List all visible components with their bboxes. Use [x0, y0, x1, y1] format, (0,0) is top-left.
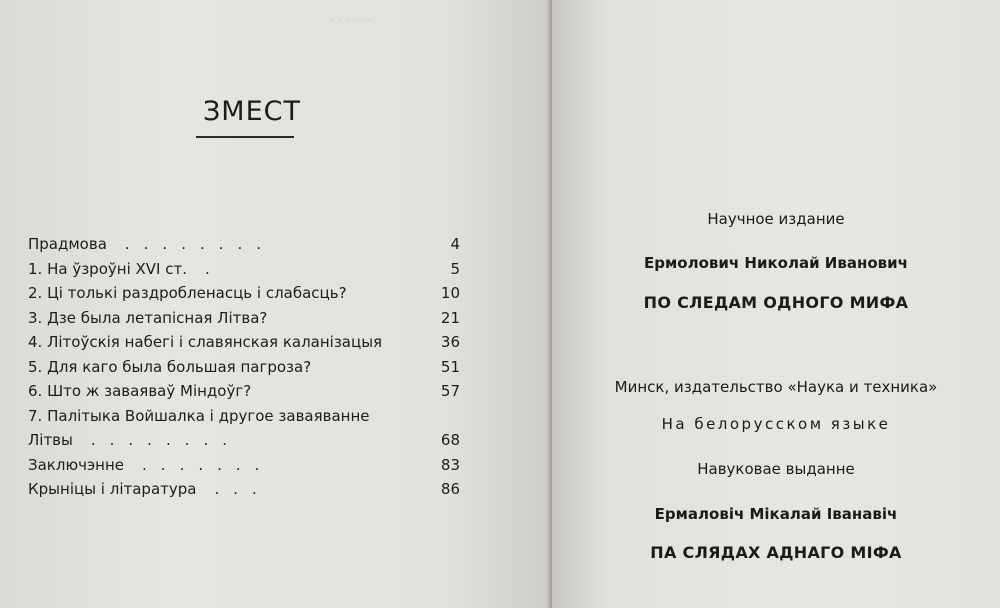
entry-title: Для каго была большая пагроза?: [47, 357, 312, 376]
contents-entry: [28, 232, 460, 257]
entry-number: 4.: [28, 333, 43, 351]
entry-page-number: 51: [440, 357, 460, 376]
ru-edition-note: Научное издание: [707, 210, 845, 228]
entry-title: Дзе была летапісная Літва?: [47, 308, 268, 327]
entry-page-number: 86: [440, 480, 460, 498]
entry-title: Прадмова: [28, 235, 107, 253]
dot-leader: .......: [142, 455, 274, 474]
ru-publisher: Минск, издательство «Наука и техника»: [614, 378, 938, 396]
be-book-title: ПА СЛЯДАХ АДНАГО МІФА: [650, 543, 902, 562]
contents-list: [28, 232, 460, 502]
entry-title: Што ж заваяваў Міндоўг?: [47, 382, 252, 400]
entry-number: 7.: [28, 406, 43, 425]
contents-entry: [28, 281, 460, 306]
contents-heading: ЗМЕСТ: [203, 96, 302, 127]
entry-number: 2.: [28, 284, 43, 302]
contents-entry: [28, 428, 460, 453]
entry-page-number: 21: [440, 308, 460, 327]
entry-title: Палітыка Войшалка і другое заваяванне: [47, 406, 370, 425]
entry-title: Крыніцы і літаратура: [28, 480, 197, 498]
entry-page-number: 5: [450, 259, 460, 278]
entry-title: Заключэнне: [28, 455, 125, 474]
contents-entry: [28, 330, 460, 355]
contents-entry: [28, 355, 460, 380]
entry-title: Ці толькі раздробленасць і слабасць?: [47, 284, 347, 302]
ru-author: Ермолович Николай Иванович: [644, 254, 908, 272]
ru-language-note: На белорусском языке: [661, 415, 891, 433]
bleed-through-text: . . . . . .: [330, 10, 372, 24]
entry-title: Літоўскія набегі і славянская каланізацыя: [47, 333, 383, 351]
ru-book-title: ПО СЛЕДАМ ОДНОГО МИФА: [643, 293, 909, 312]
heading-underline: [196, 136, 294, 138]
entry-number: 5.: [28, 357, 43, 376]
entry-number: 3.: [28, 308, 43, 327]
contents-entry: [28, 477, 460, 502]
dot-leader: ........: [90, 431, 242, 449]
entry-page-number: 68: [440, 431, 460, 449]
dot-leader: .: [205, 259, 224, 278]
entry-number: 1.: [28, 259, 43, 278]
entry-page-number: 57: [440, 382, 460, 400]
contents-entry: [28, 379, 460, 404]
entry-page-number: 36: [440, 333, 460, 351]
dot-leader: ........: [124, 235, 276, 253]
contents-entry: [28, 306, 460, 331]
entry-page-number: 83: [440, 455, 460, 474]
entry-page-number: 4: [450, 235, 460, 253]
imprint-page: [552, 0, 1000, 608]
contents-entry: [28, 453, 460, 478]
contents-entry: [28, 404, 460, 429]
be-author: Ермаловіч Мікалай Іванавіч: [654, 505, 898, 523]
contents-entry: [28, 257, 460, 282]
entry-number: 6.: [28, 382, 43, 400]
entry-title: Літвы: [28, 431, 73, 449]
be-edition-note: Навуковае выданне: [697, 460, 855, 478]
dot-leader: ...: [214, 480, 271, 498]
entry-title: На ўзроўні XVI ст.: [47, 259, 187, 278]
entry-page-number: 10: [440, 284, 460, 302]
